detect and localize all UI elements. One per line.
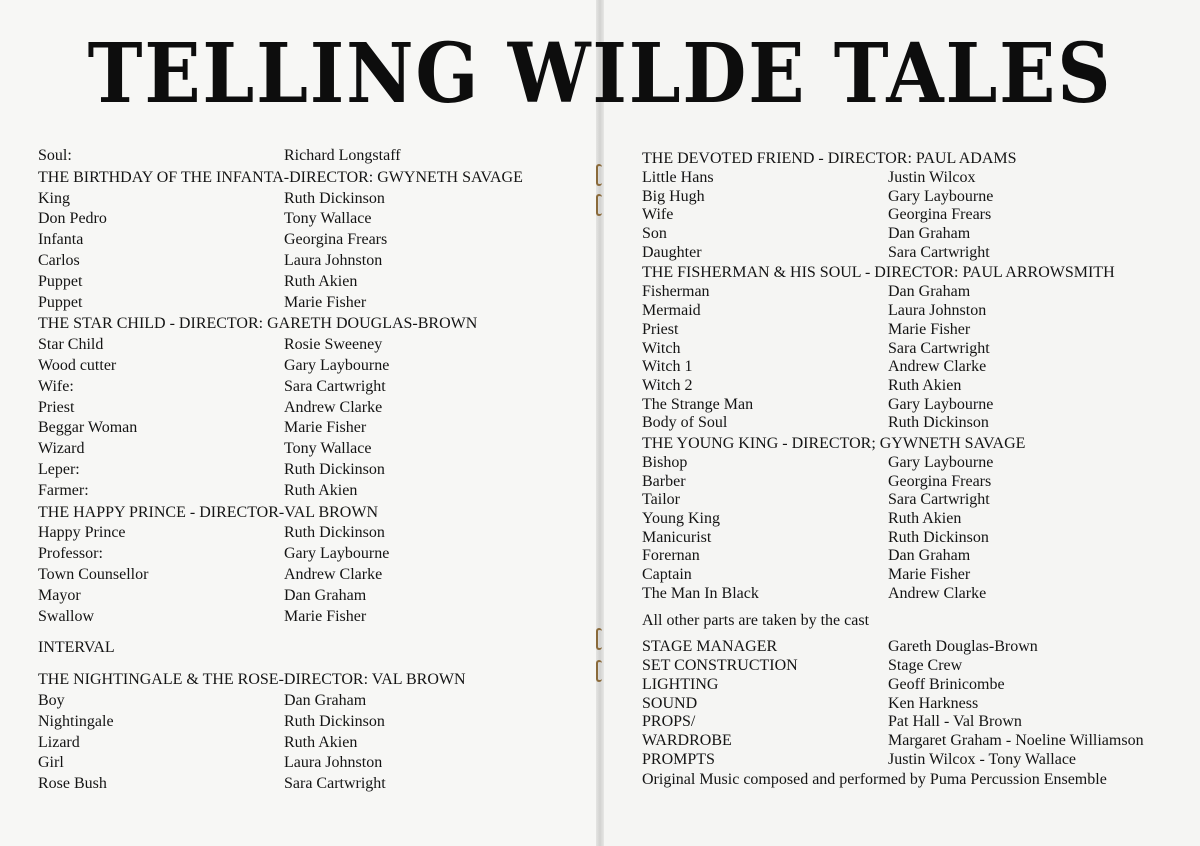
interval-label: INTERVAL [38, 639, 115, 657]
role-name: Boy [38, 691, 65, 709]
crew-role: STAGE MANAGER [642, 638, 778, 656]
section-heading: THE NIGHTINGALE & THE ROSE-DIRECTOR: VAL BROWN [38, 671, 466, 689]
cast-row [642, 339, 1182, 358]
actor-name: Marie Fisher [284, 293, 367, 311]
actor-name: Georgina Frears [888, 206, 992, 224]
role-name: Forernan [642, 547, 700, 565]
role-name: Barber [642, 472, 686, 490]
crew-role: SET CONSTRUCTION [642, 657, 798, 675]
actor-name: Gary Laybourne [888, 453, 994, 471]
crew-row [642, 637, 1182, 656]
cast-row [642, 509, 1182, 528]
actor-name: Ruth Akien [284, 733, 358, 751]
actor-name: Dan Graham [284, 586, 367, 604]
cast-row [642, 584, 1182, 603]
role-name: The Man In Black [642, 584, 759, 602]
actor-name: Ruth Dickinson [284, 189, 385, 207]
actor-name: Laura Johnston [888, 302, 987, 320]
actor-name: Gary Laybourne [284, 356, 390, 374]
actor-name: Laura Johnston [284, 251, 383, 269]
crew-name: Geoff Brinicombe [888, 675, 1005, 693]
role-name: Star Child [38, 336, 104, 354]
actor-name: Ruth Dickinson [284, 712, 385, 730]
cast-row [642, 376, 1182, 395]
cast-row [642, 243, 1182, 262]
role-name: Rose Bush [38, 775, 107, 793]
cast-row [642, 187, 1182, 206]
left-cast-list [38, 146, 578, 795]
section-heading: THE FISHERMAN & HIS SOUL - DIRECTOR: PAUL ARROWSMITH [642, 264, 1115, 282]
cast-row [642, 395, 1182, 414]
cast-row [642, 413, 1182, 432]
crew-row [642, 675, 1182, 694]
cast-row [38, 418, 578, 439]
crew-name: Justin Wilcox - Tony Wallace [888, 750, 1077, 768]
cast-row [38, 146, 578, 167]
role-name: Captain [642, 566, 692, 584]
crew-row [642, 712, 1182, 731]
role-name: Carlos [38, 251, 80, 269]
role-name: Daughter [642, 243, 702, 261]
actor-name: Georgina Frears [284, 231, 388, 249]
actor-name: Dan Graham [888, 283, 971, 301]
cast-row [38, 377, 578, 398]
role-name: Puppet [38, 293, 83, 311]
right-cast-list [642, 148, 1182, 789]
actor-name: Marie Fisher [888, 566, 971, 584]
role-name: Swallow [38, 607, 94, 625]
role-name: Mayor [38, 586, 81, 604]
crew-role: PROPS/ [642, 713, 696, 731]
cast-row [642, 472, 1182, 491]
actor-name: Andrew Clarke [284, 398, 383, 416]
role-name: Wizard [38, 440, 85, 458]
cast-row [642, 546, 1182, 565]
role-name: Son [642, 225, 667, 243]
actor-name: Tony Wallace [284, 440, 372, 458]
cast-row [38, 586, 578, 607]
role-name: Town Counsellor [38, 565, 149, 583]
role-name: Beggar Woman [38, 419, 138, 437]
staple-mark [596, 628, 602, 650]
role-name: Lizard [38, 733, 80, 751]
cast-row [38, 753, 578, 774]
crew-row [642, 750, 1182, 769]
cast-row [642, 224, 1182, 243]
actor-name: Sara Cartwright [284, 775, 386, 793]
actor-name: Dan Graham [888, 225, 971, 243]
crew-name: Ken Harkness [888, 694, 979, 712]
crew-name: Pat Hall - Val Brown [888, 713, 1022, 731]
actor-name: Andrew Clarke [888, 358, 987, 376]
actor-name: Gary Laybourne [888, 395, 994, 413]
actor-name: Dan Graham [888, 547, 971, 565]
crew-row [642, 731, 1182, 750]
actor-name: Laura Johnston [284, 754, 383, 772]
role-name: Don Pedro [38, 210, 107, 228]
actor-name: Andrew Clarke [888, 584, 987, 602]
cast-row [38, 335, 578, 356]
cast-row [38, 293, 578, 314]
crew-row [642, 656, 1182, 675]
actor-name: Marie Fisher [888, 320, 971, 338]
cast-row [38, 251, 578, 272]
actor-name: Ruth Dickinson [284, 460, 385, 478]
role-name: The Strange Man [642, 395, 754, 413]
crew-name: Margaret Graham - Noeline Williamson [888, 731, 1144, 749]
actor-name: Sara Cartwright [888, 339, 990, 357]
role-name: Soul: [38, 147, 72, 164]
role-name: Infanta [38, 231, 84, 249]
role-name: Fisherman [642, 283, 710, 301]
actor-name: Andrew Clarke [284, 565, 383, 583]
cast-row [642, 357, 1182, 376]
cast-row [642, 490, 1182, 509]
role-name: Bishop [642, 453, 688, 471]
other-parts-note: All other parts are taken by the cast [642, 612, 870, 630]
role-name: Girl [38, 754, 64, 772]
cast-row [642, 453, 1182, 472]
role-name: Manicurist [642, 528, 712, 546]
role-name: Leper: [38, 460, 80, 478]
actor-name: Marie Fisher [284, 607, 367, 625]
actor-name: Gary Laybourne [284, 545, 390, 563]
cast-row [38, 774, 578, 795]
actor-name: Sara Cartwright [284, 377, 386, 395]
section-heading: THE BIRTHDAY OF THE INFANTA-DIRECTOR: GWYNETH SAVAGE [38, 168, 523, 186]
role-name: Little Hans [642, 169, 714, 186]
crew-role: PROMPTS [642, 750, 715, 768]
cast-row [642, 168, 1182, 187]
actor-name: Dan Graham [284, 691, 367, 709]
actor-name: Ruth Akien [888, 510, 962, 527]
cast-row [38, 712, 578, 733]
cast-row [38, 356, 578, 377]
crew-role: LIGHTING [642, 675, 719, 693]
staple-mark [596, 660, 602, 682]
actor-name: Ruth Akien [284, 272, 358, 290]
cast-row [38, 607, 578, 628]
role-name: Young King [642, 510, 720, 527]
section-heading: THE STAR CHILD - DIRECTOR: GARETH DOUGLAS-BROWN [38, 315, 478, 333]
cast-row [38, 189, 578, 210]
role-name: King [38, 189, 70, 207]
cast-row [38, 230, 578, 251]
role-name: Tailor [642, 491, 680, 509]
cast-row [38, 398, 578, 419]
cast-row [642, 282, 1182, 301]
role-name: Priest [642, 320, 679, 338]
actor-name: Ruth Dickinson [888, 528, 989, 546]
actor-name: Sara Cartwright [888, 491, 990, 509]
role-name: Priest [38, 398, 75, 416]
cast-row [38, 544, 578, 565]
actor-name: Ruth Akien [284, 481, 358, 499]
cast-row [642, 320, 1182, 339]
role-name: Wood cutter [38, 356, 117, 374]
crew-name: Stage Crew [888, 657, 963, 675]
role-name: Farmer: [38, 481, 89, 499]
role-name: Mermaid [642, 302, 701, 320]
role-name: Professor: [38, 545, 103, 563]
cast-row [38, 272, 578, 293]
section-heading: THE DEVOTED FRIEND - DIRECTOR: PAUL ADAMS [642, 150, 1017, 167]
cast-row [38, 460, 578, 481]
actor-name: Marie Fisher [284, 419, 367, 437]
page-fold [596, 0, 604, 846]
crew-row [642, 694, 1182, 713]
role-name: Witch 1 [642, 358, 693, 376]
actor-name: Ruth Akien [888, 376, 962, 394]
cast-row [642, 528, 1182, 547]
cast-row [38, 481, 578, 502]
role-name: Witch [642, 339, 681, 357]
cast-row [642, 301, 1182, 320]
actor-name: Tony Wallace [284, 210, 372, 228]
cast-row [38, 209, 578, 230]
crew-name: Gareth Douglas-Brown [888, 638, 1038, 656]
role-name: Happy Prince [38, 524, 126, 542]
cast-row [38, 691, 578, 712]
crew-role: SOUND [642, 694, 698, 712]
role-name: Puppet [38, 272, 83, 290]
actor-name: Richard Longstaff [284, 147, 401, 164]
cast-row [38, 439, 578, 460]
cast-row [38, 565, 578, 586]
role-name: Wife: [38, 377, 74, 395]
role-name: Wife [642, 206, 674, 224]
section-heading: THE YOUNG KING - DIRECTOR; GYWNETH SAVAGE [642, 434, 1026, 452]
actor-name: Sara Cartwright [888, 243, 990, 261]
role-name: Big Hugh [642, 187, 705, 205]
actor-name: Rosie Sweeney [284, 336, 383, 354]
cast-row [38, 523, 578, 544]
cast-row [642, 565, 1182, 584]
actor-name: Georgina Frears [888, 472, 992, 490]
actor-name: Justin Wilcox [888, 169, 976, 186]
role-name: Body of Soul [642, 414, 728, 432]
role-name: Witch 2 [642, 376, 693, 394]
staple-mark [596, 194, 602, 216]
cast-row [38, 733, 578, 754]
role-name: Nightingale [38, 712, 114, 730]
actor-name: Ruth Dickinson [284, 524, 385, 542]
music-credit: Original Music composed and performed by Puma Percussion Ensemble [642, 771, 1107, 789]
actor-name: Ruth Dickinson [888, 414, 989, 432]
crew-role: WARDROBE [642, 731, 732, 749]
section-heading: THE HAPPY PRINCE - DIRECTOR-VAL BROWN [38, 503, 379, 521]
programme-title: TELLING WILDE TALES [87, 26, 1113, 122]
staple-mark [596, 164, 602, 186]
actor-name: Gary Laybourne [888, 187, 994, 205]
cast-row [642, 205, 1182, 224]
